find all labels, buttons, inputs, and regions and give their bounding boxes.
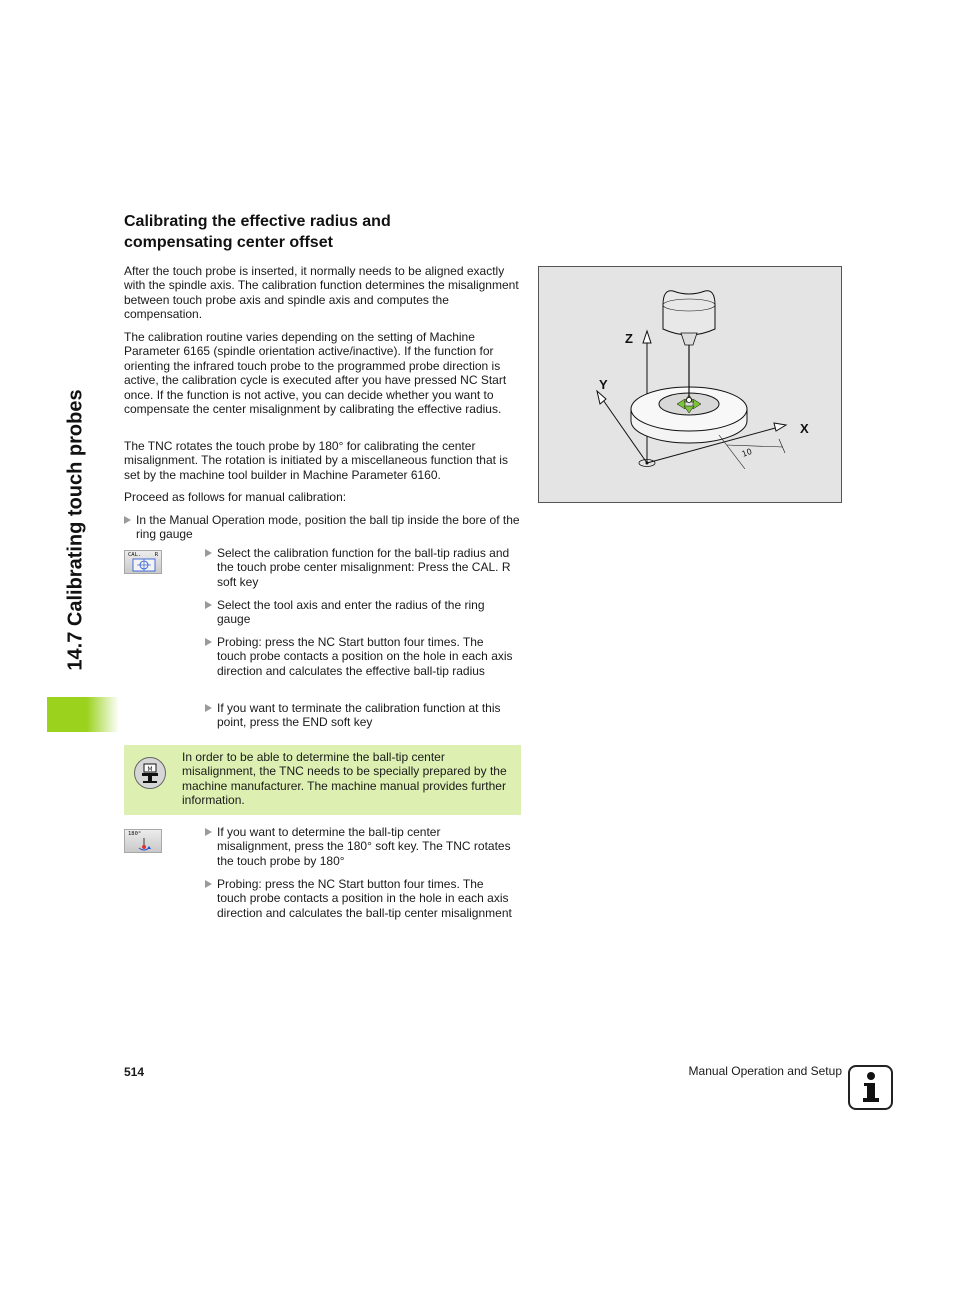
softkey-180-label: 180° [128, 831, 142, 837]
rotate-probe-icon [125, 830, 161, 852]
paragraph-proceed: Proceed as follows for manual calibration: [124, 490, 347, 504]
chapter-side-title: 14.7 Calibrating touch probes [64, 389, 87, 671]
rotate-180-softkey[interactable] [124, 829, 162, 853]
step-position-ball-tip: In the Manual Operation mode, position the ball tip inside the bore of the ring gauge [124, 513, 520, 542]
machine-note-box [124, 745, 521, 815]
bullet-arrow-icon [205, 601, 212, 609]
axis-z-label: Z [625, 331, 633, 346]
chapter-tab-marker [47, 697, 119, 732]
axis-x-label: X [800, 421, 809, 436]
paragraph-routine: The calibration routine varies depending on the setting of Machine Parameter 6165 (spindle orientation active/inactive). If the function for orienting the infrared touch probe to the programmed probe direction is active, the calibration cycle is executed after you have pressed NC Start once. If the function is not active, you can decide whether you want to compensate the center misalignment by calibrating the effective radius. [124, 330, 507, 417]
paragraph-intro: After the touch probe is inserted, it normally needs to be aligned exactly with the spindle axis. The calibration function determines the misalignment between touch probe axis and spindle axis and computes the compensation. [124, 264, 519, 322]
bullet-arrow-icon [205, 828, 212, 836]
step-probing-center: Probing: press the NC Start button four times. The touch probe contacts a position in the hole in each axis direction and calculates the ball-tip center misalignment [205, 877, 515, 920]
paragraph-rotation: The TNC rotates the touch probe by 180° for calibrating the center misalignment. The rotation is initiated by a miscellaneous function that is set by the machine tool builder in Machine Parameter 6160. [124, 439, 508, 482]
bullet-arrow-icon [205, 638, 212, 646]
bullet-arrow-icon [205, 880, 212, 888]
step-select-calibration: Select the calibration function for the ball-tip radius and the touch probe center misalignment: Press the CAL. R soft key [205, 546, 515, 589]
svg-text:M: M [147, 766, 153, 773]
bullet-arrow-icon [205, 704, 212, 712]
info-icon [848, 1065, 893, 1110]
page-number: 514 [124, 1065, 145, 1079]
step-select-tool-axis: Select the tool axis and enter the radius of the ring gauge [205, 598, 515, 627]
note-text: In order to be able to determine the ball-tip center misalignment, the TNC needs to be specially prepared by the machine manufacturer. The machine manual provides further information. [182, 750, 507, 808]
ring-gauge-diagram [539, 267, 841, 502]
section-heading: Calibrating the effective radius and compensating center offset [124, 213, 391, 251]
step-rotate-180: If you want to determine the ball-tip center misalignment, press the 180° soft key. The TNC rotates the touch probe by 180° [205, 825, 515, 868]
bullet-arrow-icon [205, 549, 212, 557]
cal-r-softkey[interactable] [124, 550, 162, 574]
footer-title: Manual Operation and Setup [688, 1064, 842, 1078]
axis-y-label: Y [599, 377, 608, 392]
calibration-target-icon [125, 551, 161, 573]
calibration-figure [538, 266, 842, 503]
dimension-label: 10 [740, 446, 754, 459]
softkey-cal-label: CAL. [128, 552, 142, 558]
softkey-r-label: R [154, 552, 158, 558]
machine-manufacturer-icon [134, 757, 166, 789]
bullet-arrow-icon [124, 516, 131, 524]
step-terminate: If you want to terminate the calibration function at this point, press the END soft key [205, 701, 515, 730]
step-probing-radius: Probing: press the NC Start button four times. The touch probe contacts a position on the hole in each axis direction and calculates the effective ball-tip radius [205, 635, 515, 678]
